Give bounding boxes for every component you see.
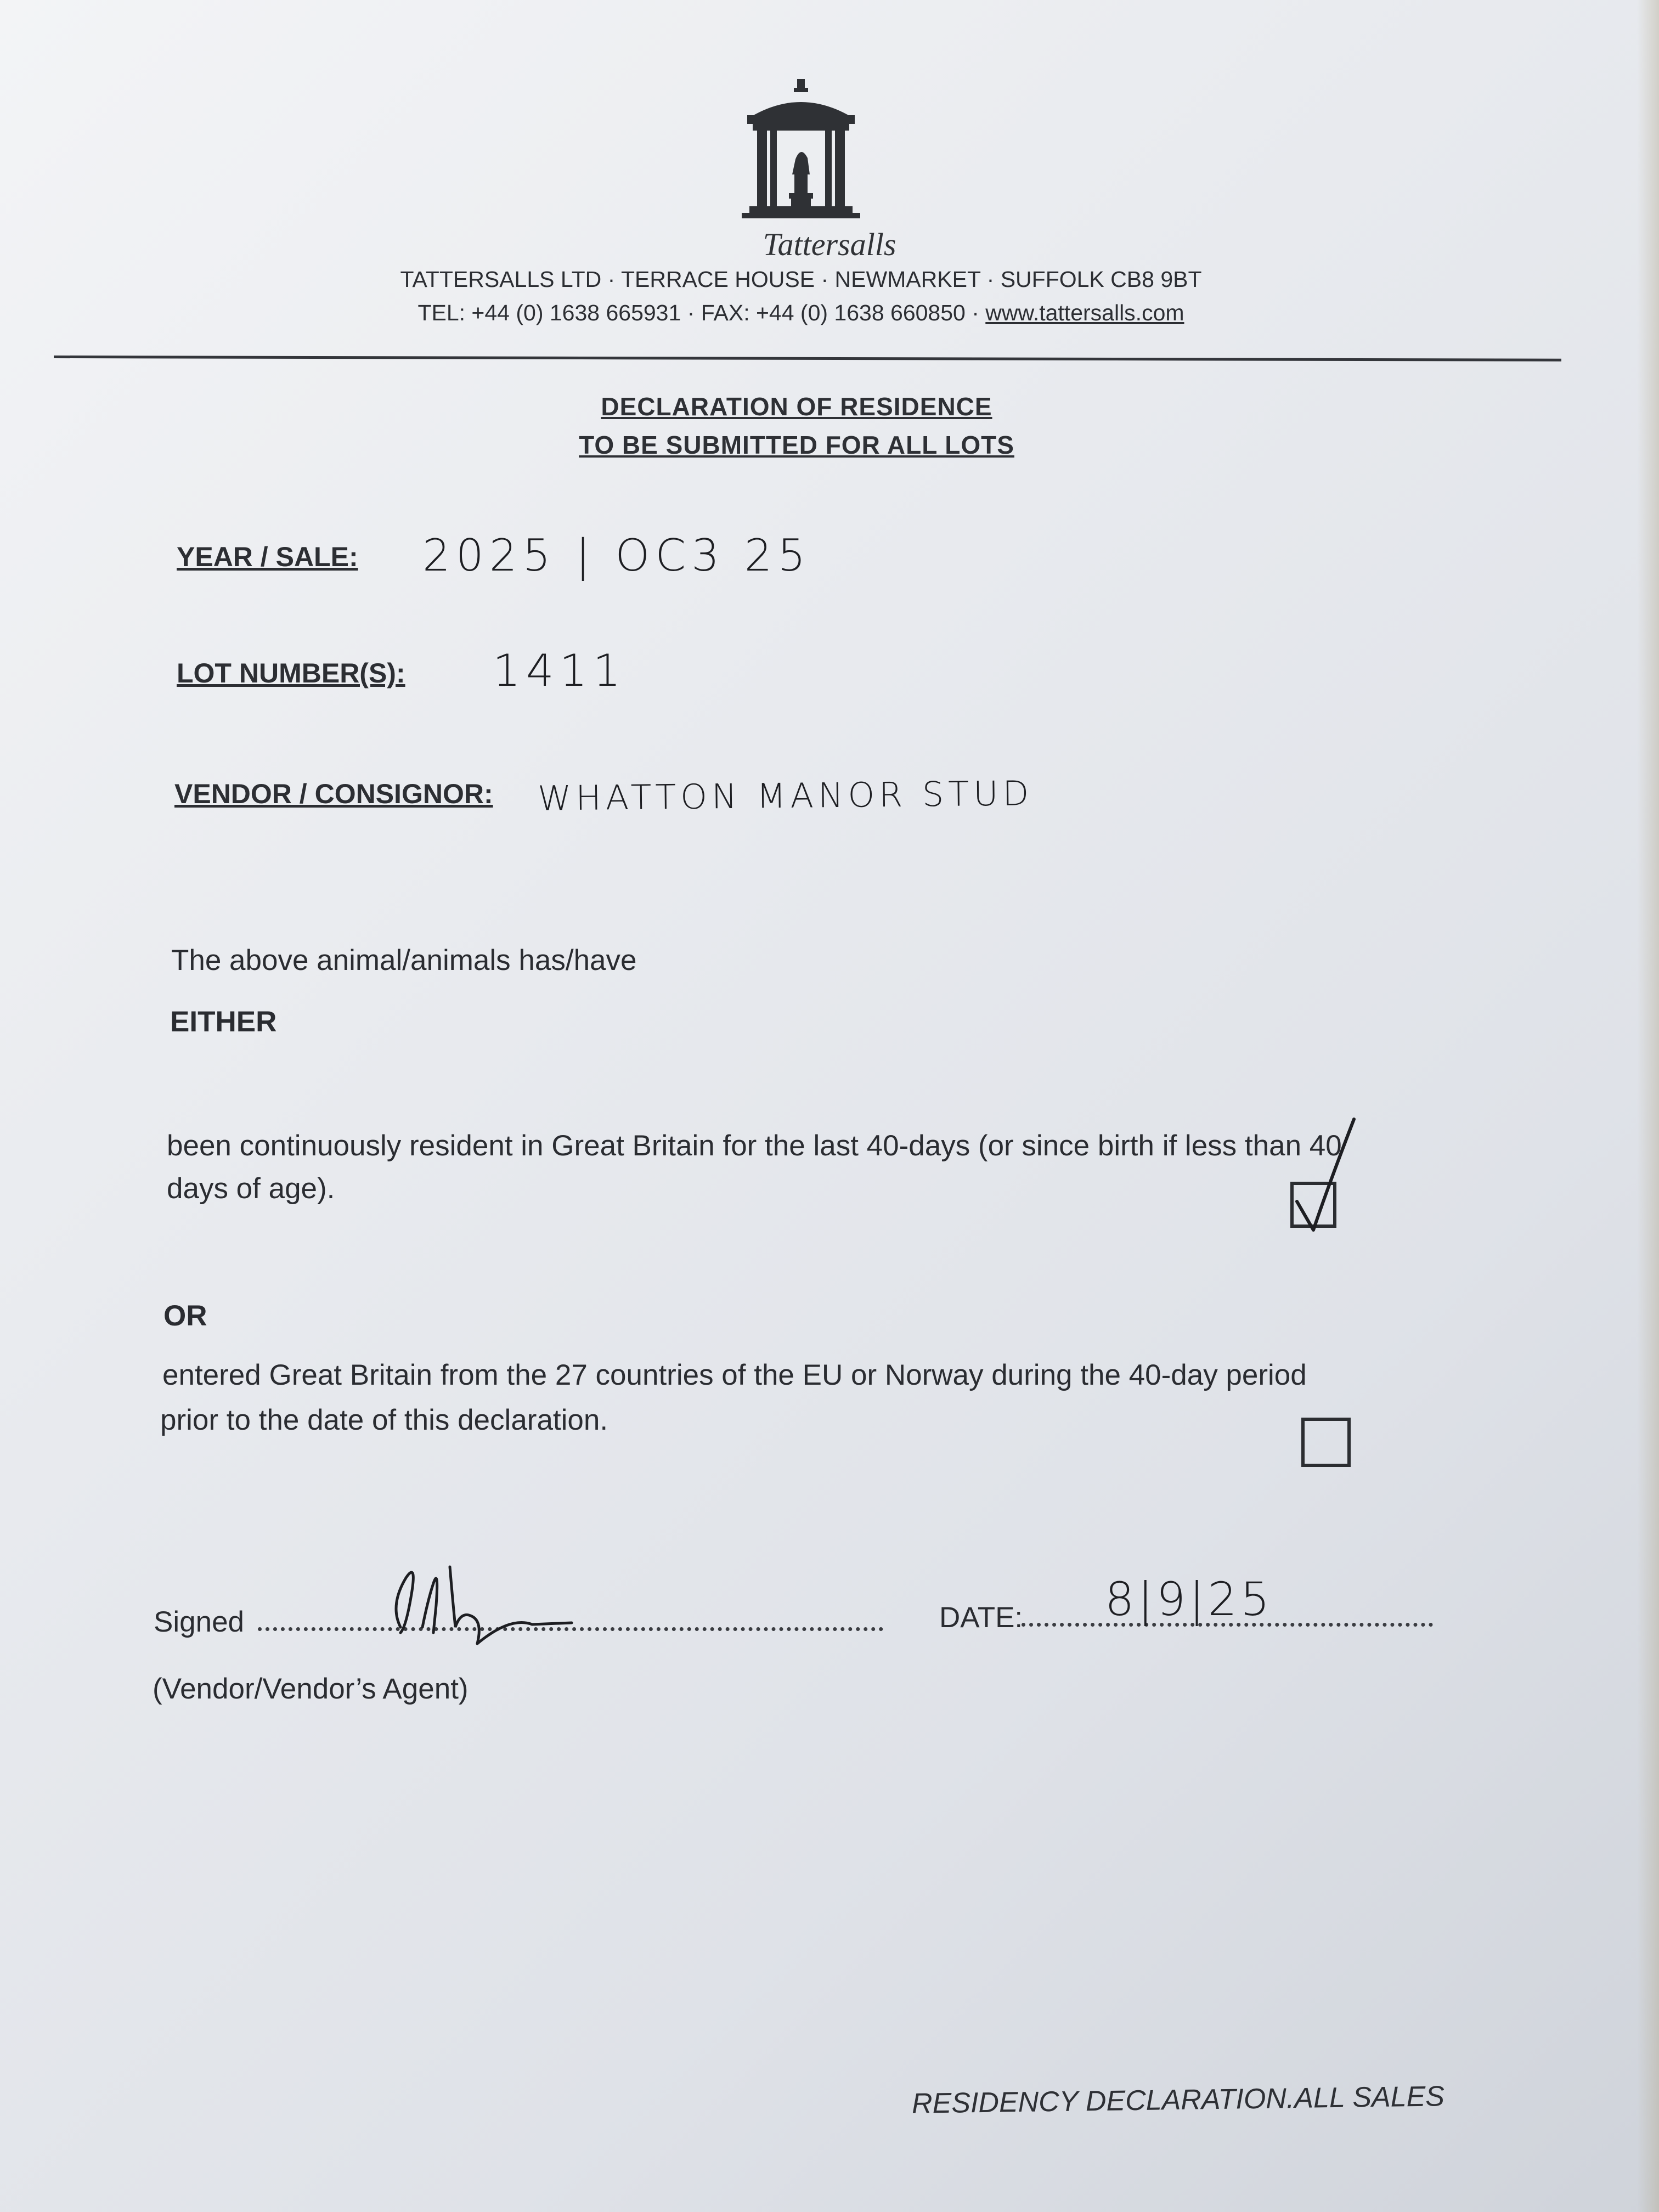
lot-number-value[interactable]: 1411 — [493, 645, 627, 696]
contact-details: TEL: +44 (0) 1638 665931 · FAX: +44 (0) 1638 660850 · — [417, 300, 986, 325]
year-sale-label: YEAR / SALE: — [177, 541, 358, 572]
signed-label: Signed — [154, 1606, 245, 1638]
header-divider — [54, 356, 1561, 362]
vendor-consignor-label: VENDOR / CONSIGNOR: — [174, 778, 493, 809]
vendor-consignor-value[interactable]: WHATTON MANOR STUD — [537, 773, 1034, 819]
date-label: DATE: — [939, 1601, 1023, 1634]
date-value[interactable]: 8|9|25 — [1105, 1572, 1273, 1626]
footer-reference: RESIDENCY DECLARATION.ALL SALES — [911, 2080, 1445, 2120]
form-title: DECLARATION OF RESIDENCE — [601, 392, 992, 421]
website-link[interactable]: www.tattersalls.com — [985, 300, 1184, 325]
form-subtitle: TO BE SUBMITTED FOR ALL LOTS — [579, 431, 1014, 459]
pavilion-statue-logo-icon — [713, 77, 889, 230]
option-2-checkbox[interactable] — [1301, 1418, 1351, 1467]
option-2-text-line-2: prior to the date of this declaration. — [160, 1404, 608, 1436]
lot-number-label: LOT NUMBER(S): — [177, 658, 405, 689]
brand-name: Tattersalls — [763, 227, 896, 262]
address-line: TATTERSALLS LTD · TERRACE HOUSE · NEWMARKET · SUFFOLK CB8 9BT — [400, 267, 1202, 292]
paper-edge-shadow — [1637, 0, 1659, 2212]
intro-text: The above animal/animals has/have — [171, 944, 637, 977]
option-1-text-line-2: days of age). — [167, 1172, 335, 1205]
or-heading: OR — [163, 1300, 207, 1332]
option-2-text-line-1: entered Great Britain from the 27 countries of the EU or Norway during the 40-day period — [162, 1359, 1307, 1391]
handwritten-signature[interactable] — [368, 1545, 598, 1655]
year-sale-value[interactable]: 2025 | OC3 25 — [422, 530, 811, 581]
option-1-text-line-1: been continuously resident in Great Britain for the last 40-days (or since birth if less than 40 — [167, 1130, 1342, 1162]
signer-role-label: (Vendor/Vendor’s Agent) — [153, 1673, 469, 1705]
either-heading: EITHER — [170, 1006, 277, 1038]
contact-line — [0, 300, 1602, 326]
checkmark-icon — [1288, 1108, 1365, 1240]
